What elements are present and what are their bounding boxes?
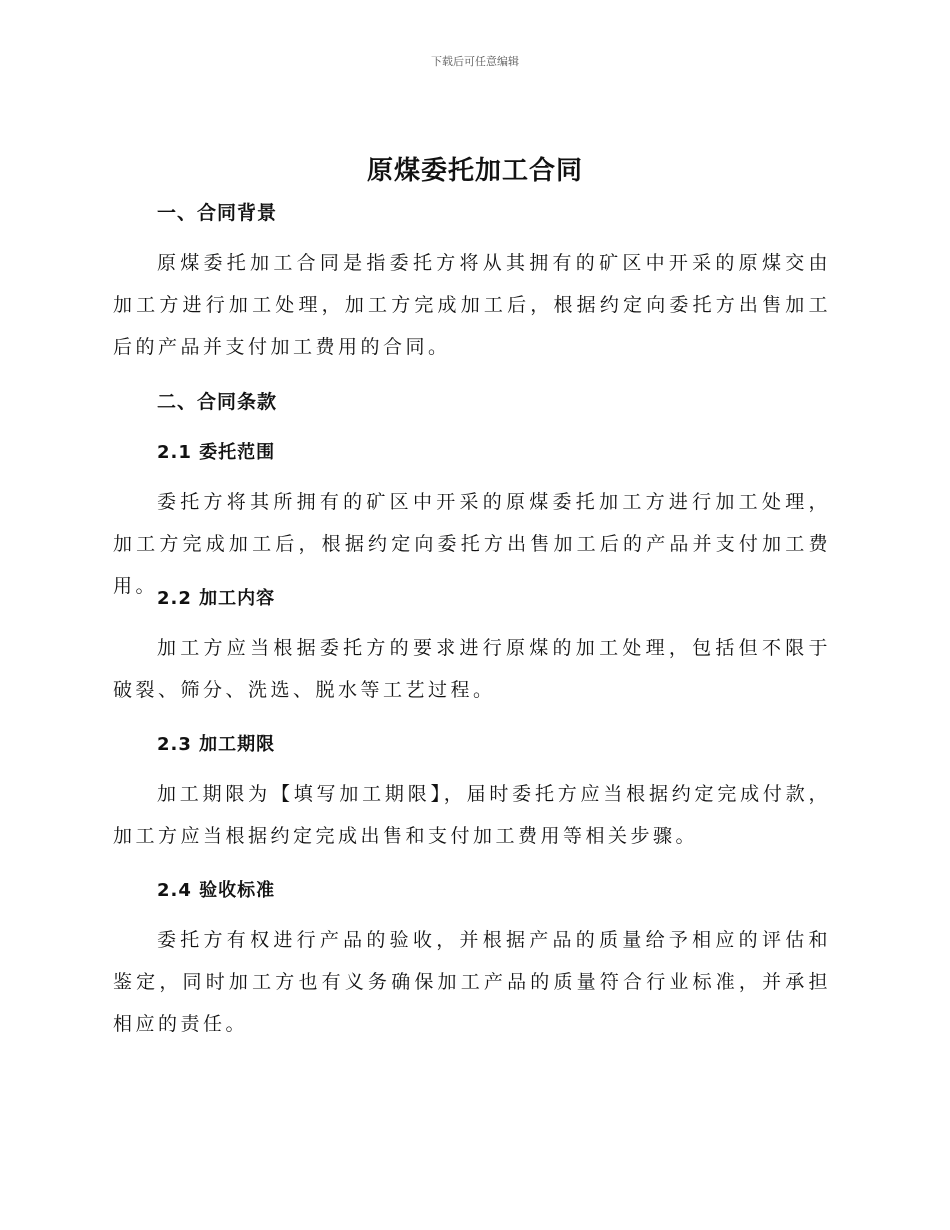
document-title: 原煤委托加工合同: [366, 156, 583, 186]
paragraph-period: 加工期限为【填写加工期限】，届时委托方应当根据约定完成付款，加工方应当根据约定完成出售和支付加工费用等相关步骤。: [113, 783, 831, 847]
clause-heading-period: 2.3 加工期限: [157, 734, 276, 755]
clause-heading-acceptance: 2.4 验收标准: [157, 880, 276, 901]
paragraph-scope: 委托方将其所拥有的矿区中开采的原煤委托加工方进行加工处理，加工方完成加工后，根据约定向委托方出售加工后的产品并支付加工费用。: [113, 491, 831, 597]
paragraph-acceptance: 委托方有权进行产品的验收，并根据产品的质量给予相应的评估和鉴定，同时加工方也有义务确保加工产品的质量符合行业标准，并承担相应的责任。: [113, 929, 831, 1035]
page-header-note: 下载后可任意编辑: [431, 55, 519, 68]
paragraph-content: 加工方应当根据委托方的要求进行原煤的加工处理，包括但不限于破裂、筛分、洗选、脱水等工艺过程。: [113, 637, 831, 701]
section-heading-background: 一、合同背景: [157, 202, 278, 224]
clause-heading-content: 2.2 加工内容: [157, 588, 276, 609]
section-heading-terms: 二、合同条款: [157, 391, 278, 413]
paragraph-background: 原煤委托加工合同是指委托方将从其拥有的矿区中开采的原煤交由加工方进行加工处理，加工方完成加工后，根据约定向委托方出售加工后的产品并支付加工费用的合同。: [113, 252, 831, 358]
clause-heading-scope: 2.1 委托范围: [157, 442, 276, 463]
